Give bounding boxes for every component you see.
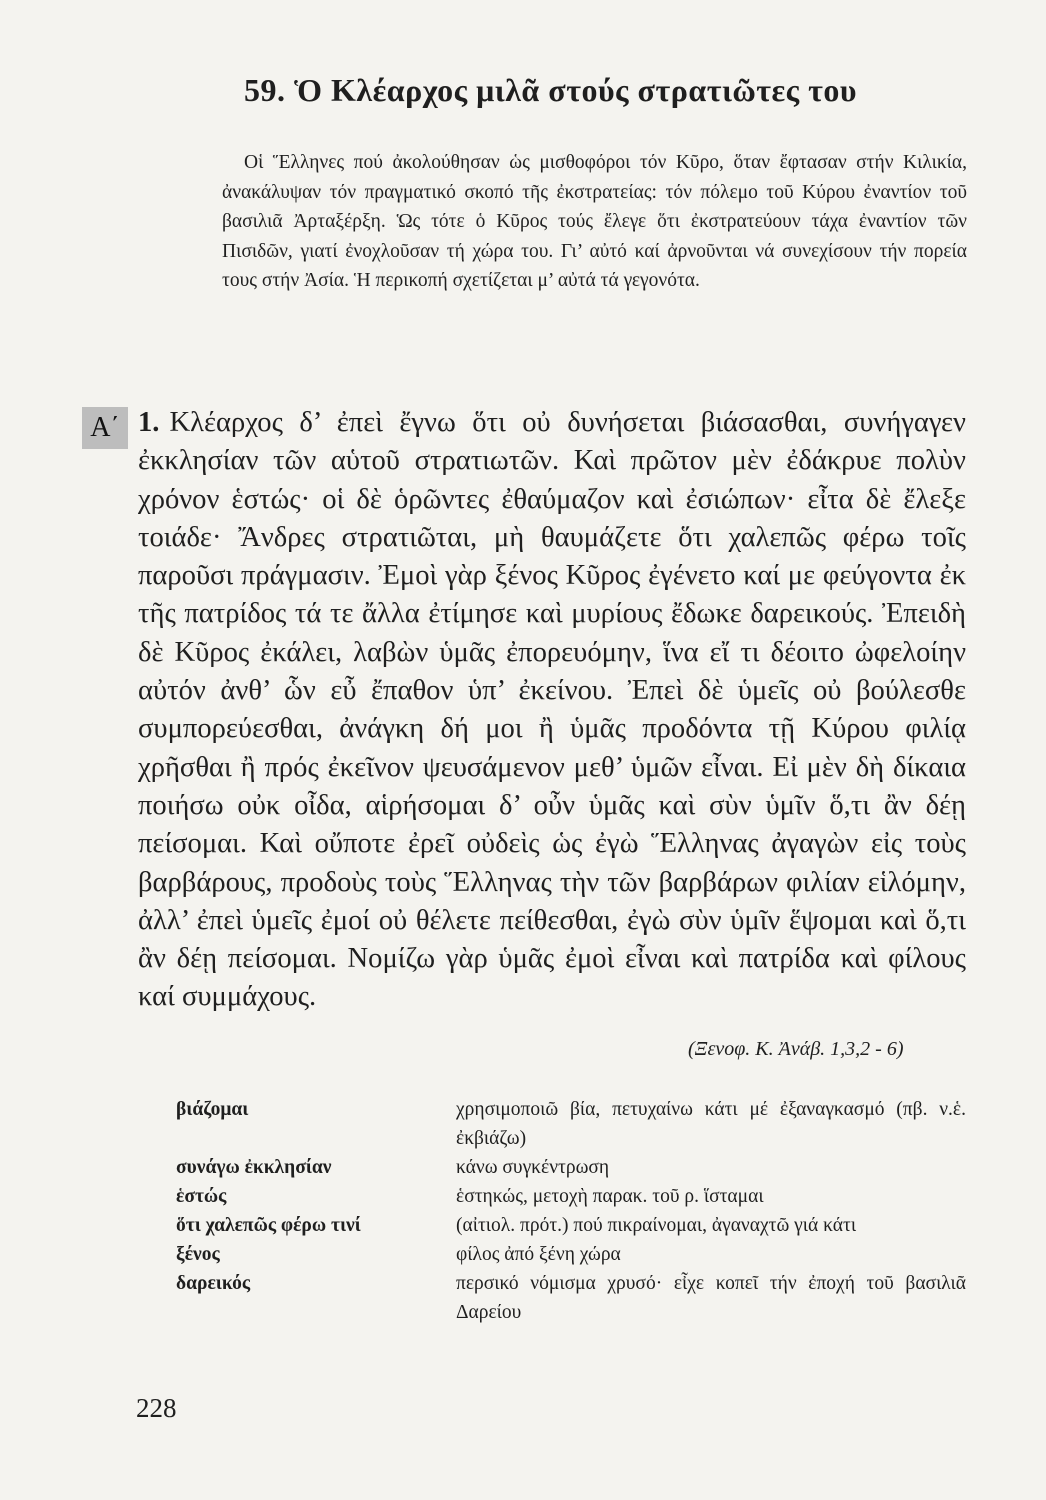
glossary-definition: κάνω συγκέντρωση [456, 1157, 610, 1178]
passage-number: 1. [138, 407, 160, 438]
glossary [176, 1095, 966, 1327]
lesson-title: 59. Ὁ Κλέαρχος μιλᾶ στούς στρατιῶτες του [244, 72, 858, 108]
greek-passage [138, 404, 966, 1017]
glossary-definition: ἑστηκώς, μετοχὴ παρακ. τοῦ ρ. ἵσταμαι [456, 1186, 764, 1207]
glossary-term: ὅτι χαλεπῶς φέρω τινί [176, 1215, 361, 1236]
glossary-entry [176, 1182, 966, 1211]
glossary-term: ἑστώς [176, 1186, 227, 1207]
passage-text: Κλέαρχος δ’ ἐπεὶ ἔγνω ὅτι οὐ δυνήσεται βιάσασθαι, συνήγαγεν ἐκκλησίαν τῶν αὑτοῦ στρατιωτῶν. Καὶ πρῶτον μὲν ἐδάκρυε πολὺν χρόνον ἑστώς· οἱ δὲ ὁρῶντες ἐθαύμαζον καὶ ἐσιώπων· εἶτα δὲ ἔλεξε τοιάδε· Ἄνδρες στρατιῶται, μὴ θαυμάζετε ὅτι χαλεπῶς φέρω τοῖς παροῦσι πράγμασιν. Ἐμοὶ γὰρ ξένος Κῦρος ἐγένετο καί με φεύγοντα ἐκ τῆς πατρίδος τά τε ἄλλα ἐτίμησε καὶ μυρίους ἔδωκε δαρεικούς. Ἐπειδὴ δὲ Κῦρος ἐκάλει, λαβὼν ὑμᾶς ἐπορευόμην, ἵνα εἴ τι δέοιτο ὠφελοίην αὐτόν ἀνθ’ ὧν εὖ ἔπαθον ὑπ’ ἐκείνου. Ἐπεὶ δὲ ὑμεῖς οὐ βούλεσθε συμπορεύεσθαι, ἀνάγκη δή μοι ἢ ὑμᾶς προδόντα τῇ Κύρου φιλίᾳ χρῆσθαι ἢ πρός ἐκεῖνον ψευσάμενον μεθ’ ὑμῶν εἶναι. Εἰ μὲν δὴ δίκαια ποιήσω οὐκ οἶδα, αἱρήσομαι δ’ οὖν ὑμᾶς καὶ σὺν ὑμῖν ὅ,τι ἂν δέῃ πείσομαι. Καὶ οὔποτε ἐρεῖ οὐδεὶς ὡς ἐγὼ Ἕλληνας ἀγαγὼν εἰς τοὺς βαρβάρους, προδοὺς τοὺς Ἕλληνας τὴν τῶν βαρβάρων φιλίαν εἱλόμην, ἀλλ’ ἐπεὶ ὑμεῖς ἐμοί οὐ θέλετε πείθεσθαι, ἐγὼ σὺν ὑμῖν ἕψομαι καὶ ὅ,τι ἂν δέῃ πείσομαι. Νομίζω γὰρ ὑμᾶς ἐμοὶ εἶναι καὶ πατρίδα καὶ φίλους καί συμμάχους. [138, 407, 966, 1013]
glossary-entry [176, 1153, 966, 1182]
glossary-definition: (αἰτιολ. πρότ.) πού πικραίνομαι, ἀγαναχτῶ γιά κάτι [456, 1215, 857, 1236]
glossary-entry [176, 1240, 966, 1269]
glossary-entry [176, 1211, 966, 1240]
glossary-definition: φίλος ἀπό ξένη χώρα [456, 1244, 621, 1265]
glossary-entry [176, 1269, 966, 1327]
glossary-definition: περσικό νόμισμα χρυσό· εἶχε κοπεῖ τήν ἐποχή τοῦ βασιλιᾶ Δαρείου [456, 1273, 966, 1323]
glossary-term: συνάγω ἐκκλησίαν [176, 1157, 332, 1178]
glossary-term: ξένος [176, 1244, 220, 1265]
section-marker: Α΄ [82, 407, 128, 449]
source-citation: (Ξενοφ. Κ. Ἀνάβ. 1,3,2 - 6) [688, 1038, 904, 1060]
glossary-term: δαρεικός [176, 1273, 251, 1294]
page-number: 228 [136, 1393, 177, 1423]
glossary-term: βιάζομαι [176, 1099, 249, 1120]
glossary-entry [176, 1095, 966, 1153]
intro-paragraph: Οἱ Ἕλληνες πού ἀκολούθησαν ὡς μισθοφόροι τόν Κῦρο, ὅταν ἔφτασαν στήν Κιλικία, ἀνακάλυψαν τόν πραγματικό σκοπό τῆς ἐκστρατείας: τόν πόλεμο τοῦ Κύρου ἐναντίον τοῦ βασιλιᾶ Ἀρταξέρξη. Ὡς τότε ὁ Κῦρος τούς ἔλεγε ὅτι ἐκστρατεύουν τάχα ἐναντίον τῶν Πισιδῶν, γιατί ἐνοχλοῦσαν τή χώρα του. Γι’ αὐτό καί ἀρνοῦνται νά συνεχίσουν τήν πορεία τους στήν Ἀσία. Ἡ περικοπή σχετίζεται μ’ αὐτά τά γεγονότα. [222, 152, 967, 291]
glossary-definition: χρησιμοποιῶ βία, πετυχαίνω κάτι μέ ἐξαναγκασμό (πβ. ν.ἑ. ἐκβιάζω) [456, 1099, 966, 1149]
